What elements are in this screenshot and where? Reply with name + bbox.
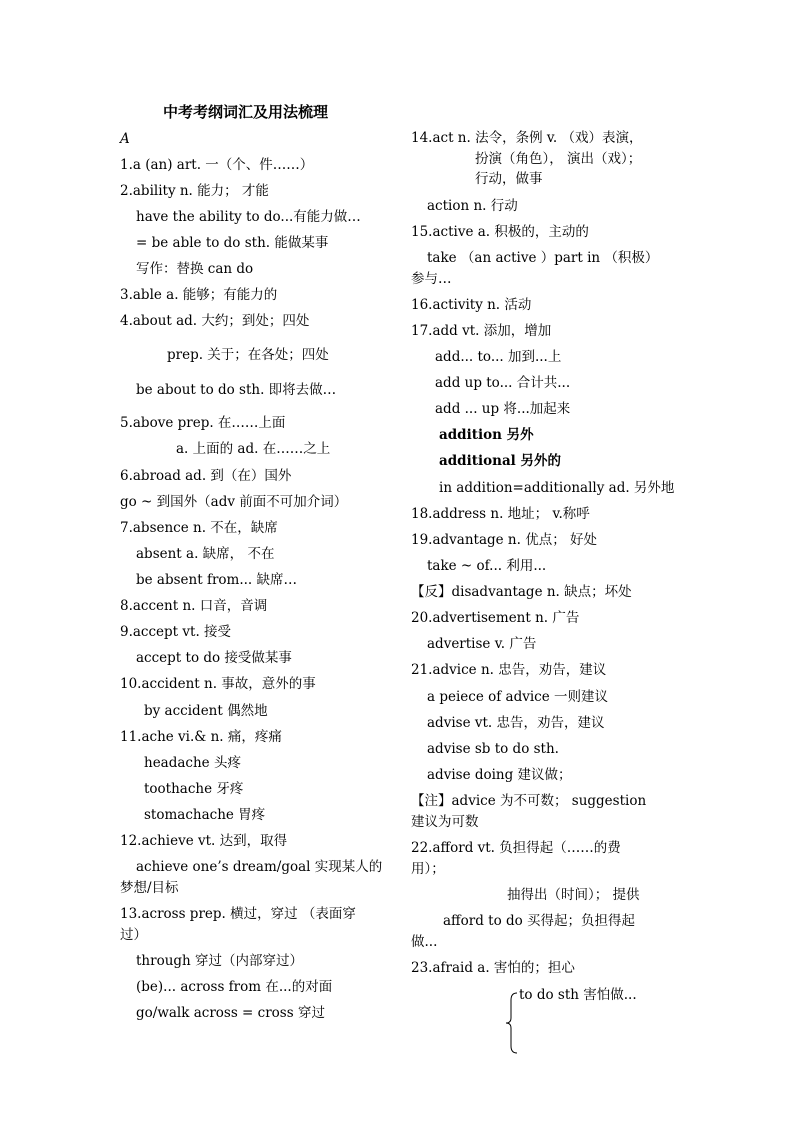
entry-act: 14.act n. 法令，条例 v. （戏）表演，	[411, 130, 643, 146]
entry-line: have the ability to do...有能力做…	[136, 209, 361, 225]
entry-accent: 8.accent n. 口音，音调	[120, 598, 268, 614]
entry-line: 行动，做事	[475, 171, 543, 187]
entry-disadvantage: 【反】disadvantage n. 缺点；坏处	[411, 584, 632, 600]
entry-address: 18.address n. 地址； v.称呼	[411, 506, 590, 522]
entry-line: stomachache 胃疼	[144, 807, 266, 823]
entry-active: 15.active a. 积极的，主动的	[411, 224, 589, 240]
entry-abroad: 6.abroad ad. 到（在）国外	[120, 468, 292, 484]
entry-line: 梦想/目标	[120, 880, 179, 896]
entry-line: add ... up 将...加起来	[435, 401, 571, 417]
entry-afraid: 23.afraid a. 害怕的；担心	[411, 960, 575, 976]
entry-line: (be)... across from 在...的对面	[136, 979, 333, 995]
entry-line: go/walk across = cross 穿过	[136, 1005, 325, 1021]
entry-line: additional 另外的	[439, 453, 562, 469]
entry-line: absent a. 缺席， 不在	[136, 546, 275, 562]
entry-a: 1.a (an) art. 一（个、件……）	[120, 157, 314, 173]
entry-line: be about to do sth. 即将去做…	[136, 382, 337, 398]
entry-line: through 穿过（内部穿过）	[136, 953, 304, 969]
entry-line: take （an active ）part in （积极）	[427, 250, 659, 266]
entry-above: 5.above prep. 在……上面	[120, 415, 286, 431]
entry-line: 过）	[120, 927, 147, 943]
entry-line: prep. 关于；在各处；四处	[167, 347, 329, 363]
entry-add: 17.add vt. 添加，增加	[411, 323, 552, 339]
entry-line: 扮演（角色）， 演出（戏）；	[475, 151, 642, 167]
entry-line: 建议为可数	[411, 814, 479, 830]
entry-line: go ~ 到国外（adv 前面不可加介词）	[120, 494, 348, 510]
entry-across: 13.across prep. 横过，穿过 （表面穿	[120, 906, 356, 922]
entry-line: 做...	[411, 934, 438, 950]
entry-ache: 11.ache vi.& n. 痛，疼痛	[120, 729, 282, 745]
entry-line: take ~ of... 利用...	[427, 558, 547, 574]
entry-line: action n. 行动	[427, 198, 518, 214]
entry-line: a. 上面的 ad. 在……之上	[176, 441, 331, 457]
entry-note: 【注】advice 为不可数； suggestion	[411, 793, 647, 809]
entry-line: a peiece of advice 一则建议	[427, 689, 609, 705]
entry-advice: 21.advice n. 忠告，劝告，建议	[411, 662, 607, 678]
entry-line: to do sth 害怕做...	[519, 987, 637, 1003]
entry-line: 用）；	[411, 861, 445, 877]
entry-line: be absent from... 缺席…	[136, 572, 297, 588]
entry-accident: 10.accident n. 事故，意外的事	[120, 676, 316, 692]
entry-achieve: 12.achieve vt. 达到，取得	[120, 833, 288, 849]
entry-advertisement: 20.advertisement n. 广告	[411, 610, 580, 626]
page-title: 中考考纲词汇及用法梳理	[163, 103, 329, 121]
entry-line: achieve one’s dream/goal 实现某人的	[136, 859, 383, 875]
entry-afford: 22.afford vt. 负担得起（……的费	[411, 840, 621, 856]
entry-about: 4.about ad. 大约；到处；四处	[120, 313, 310, 329]
entry-line: afford to do 买得起；负担得起	[443, 913, 636, 929]
section-letter: A	[120, 131, 130, 147]
entry-line: add up to... 合计共...	[435, 375, 571, 391]
entry-activity: 16.activity n. 活动	[411, 297, 532, 313]
entry-line: advise sb to do sth.	[427, 741, 559, 757]
entry-able: 3.able a. 能够；有能力的	[120, 287, 278, 303]
entry-line: advertise v. 广告	[427, 636, 537, 652]
entry-line: 写作：替换 can do	[136, 261, 254, 277]
entry-line: by accident 偶然地	[144, 703, 268, 719]
entry-line: accept to do 接受做某事	[136, 650, 292, 666]
entry-line: add... to... 加到...上	[435, 349, 562, 365]
entry-line: addition 另外	[439, 427, 534, 443]
curly-brace-icon	[505, 992, 519, 1054]
entry-ability: 2.ability n. 能力； 才能	[120, 183, 269, 199]
entry-line: 抽得出（时间）； 提供	[507, 887, 640, 903]
entry-line: toothache 牙疼	[144, 781, 244, 797]
entry-advantage: 19.advantage n. 优点； 好处	[411, 532, 597, 548]
entry-line: advise doing 建议做；	[427, 767, 572, 783]
entry-line: 参与…	[411, 271, 452, 287]
entry-accept: 9.accept vt. 接受	[120, 624, 232, 640]
entry-line: headache 头疼	[144, 755, 241, 771]
entry-line: = be able to do sth. 能做某事	[136, 235, 329, 251]
entry-line: in addition=additionally ad. 另外地	[439, 480, 675, 496]
entry-line: advise vt. 忠告，劝告，建议	[427, 715, 605, 731]
entry-absence: 7.absence n. 不在，缺席	[120, 520, 278, 536]
